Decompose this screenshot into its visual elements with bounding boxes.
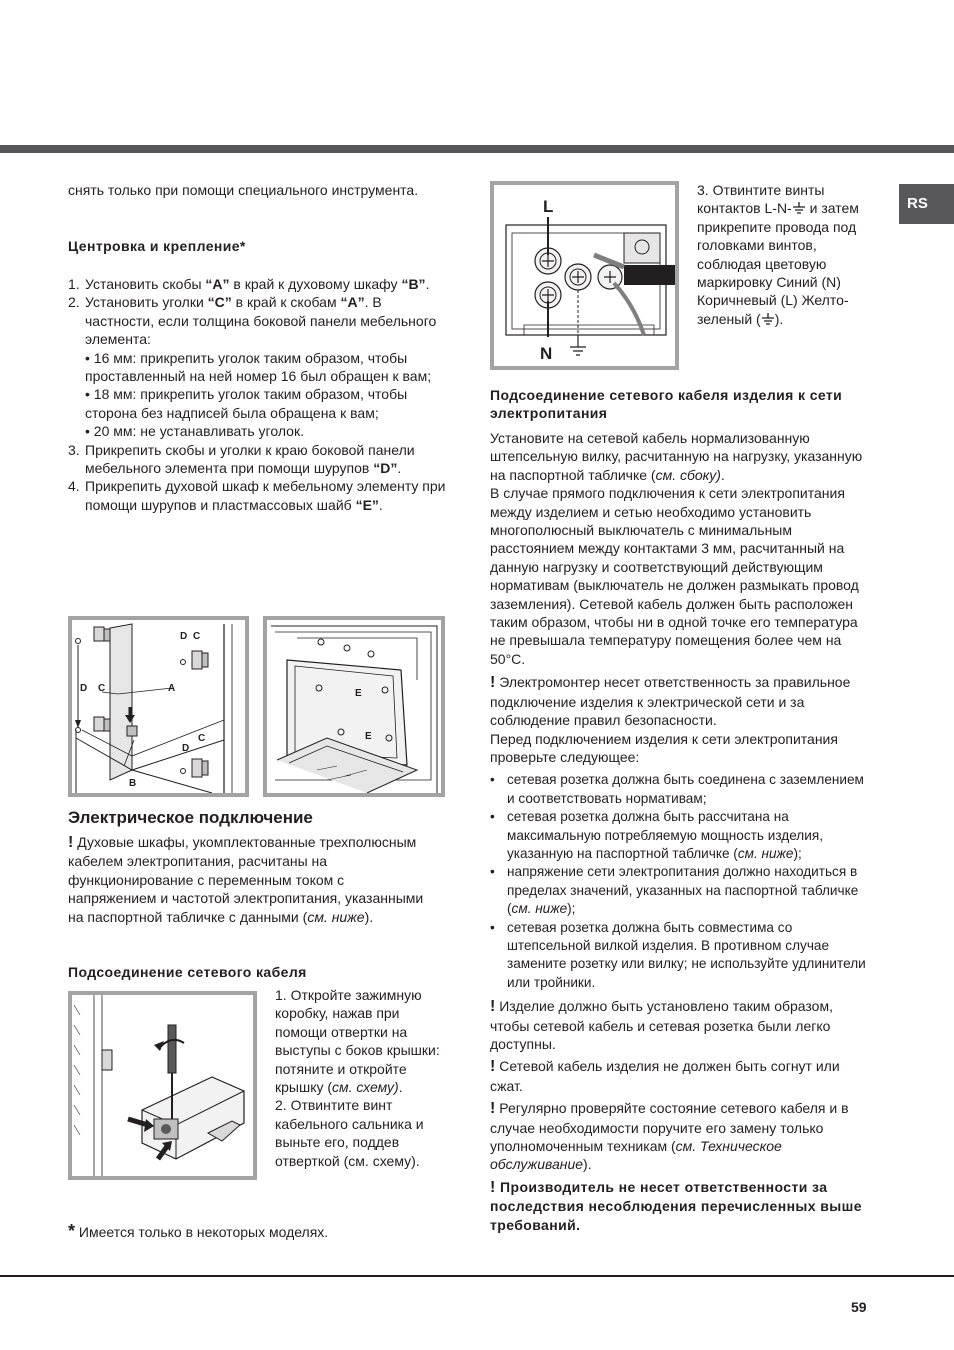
label-d-top: D xyxy=(180,631,188,642)
earth-icon xyxy=(761,313,775,325)
label-c-top: C xyxy=(193,631,201,642)
label-e-bottom: E xyxy=(365,731,372,742)
label-c-bottom: C xyxy=(198,733,206,744)
label-d-left: D xyxy=(80,683,88,694)
step-3: 3. Прикрепить скобы и уголки к краю боковой панели мебельного элемента при помощи шурупов “D”. xyxy=(68,441,415,477)
label-c-left: C xyxy=(98,683,106,694)
note-not-bent: ! Сетевой кабель изделия не должен быть согнут или сжат. xyxy=(490,1058,840,1094)
mains-paragraph-1: Установите на сетевой кабель нормализованную штепсельную вилку, расчитанную на нагрузку, указанную на паспортной табличке (см. сбоку). xyxy=(490,430,863,483)
language-tab: RS xyxy=(899,184,954,224)
bracket-mounting-drawing xyxy=(72,620,245,793)
footnote: * Имеется только в некоторых моделях. xyxy=(68,1221,329,1241)
intro-text: снять только при помощи специального инструмента. xyxy=(68,182,419,198)
bottom-rule xyxy=(0,1275,954,1277)
oven-fixing-drawing xyxy=(267,620,441,793)
mains-paragraph-3: ! Электромонтер несет ответственность за правильное подключение изделия к электрической сети и за соблюдение правил безопасности. xyxy=(490,674,851,729)
sub-point-18mm: • 18 мм: прикрепить уголок таким образом, чтобы сторона без надписей была обращена к вам; xyxy=(85,386,408,421)
terminal-box-figure xyxy=(68,991,257,1180)
note-liability: ! Производитель не несет ответственности за последствия несоблюдения перечисленных выше требований. xyxy=(490,1178,862,1233)
earth-icon xyxy=(792,202,806,214)
bracket-mounting-figure xyxy=(68,616,249,797)
cable-heading: Подсоединение сетевого кабеля xyxy=(68,964,307,980)
list-item: • сетевая розетка должна быть соединена с заземлением и соответствовать нормативам; xyxy=(490,771,870,808)
terminal-box-drawing xyxy=(72,995,253,1176)
label-d-bottom: D xyxy=(182,743,190,754)
wiring-step-3: 3. Отвинтите винты контактов L-N- и затем прикрепите провода под головками винтов, соблюдая цветовую маркировку Синий (N) Коричневый (L) Желто-зеленый ( ). xyxy=(697,182,859,327)
label-b: B xyxy=(129,778,137,789)
list-item: • сетевая розетка должна быть рассчитана на максимальную потребляемую мощность изделия, указанную на паспортной табличке (см. ниже); xyxy=(490,808,870,863)
cable-steps xyxy=(275,986,445,1170)
checklist xyxy=(490,771,870,992)
note-check-cable: ! Регулярно проверяйте состояние сетевого кабеля и в случае необходимости поручите его замену только уполномоченным техникам (см. Техническое обслуживание). xyxy=(490,1100,849,1173)
oven-fixing-figure xyxy=(263,616,445,797)
electric-text: ! Духовые шкафы, укомплектованные трехполюсным кабелем электропитания, расчитаны на функционирование с переменным током с напряжением и частотой электропитания, указанными на паспортной табличке с данными (см. ниже). xyxy=(68,834,424,925)
label-l: L xyxy=(543,197,554,216)
electric-heading: Электрическое подключение xyxy=(68,808,313,827)
centering-heading: Центровка и крепление* xyxy=(68,238,246,254)
label-n: N xyxy=(540,344,553,363)
step-1: 1. Установить скобы “A” в край к духовому шкафу “B”. xyxy=(68,276,430,292)
mains-heading: Подсоединение сетевого кабеля изделия к сети электропитания xyxy=(490,387,843,422)
centering-steps xyxy=(68,275,448,514)
sub-point-16mm: • 16 мм: прикрепить уголок таким образом, чтобы проставленный на ней номер 16 был обращен к вам; xyxy=(85,349,432,385)
cable-step-2: 2. Отвинтите винт кабельного сальника и выньте его, поддев отверткой (см. схему). xyxy=(275,1097,424,1169)
mains-body xyxy=(490,429,870,1234)
mains-paragraph-4: Перед подключением изделия к сети электропитания проверьте следующее: xyxy=(490,730,838,765)
label-a: A xyxy=(168,683,176,694)
note-accessible: ! Изделие должно быть установлено таким образом, чтобы сетевой кабель и сетевая розетка были легко доступны. xyxy=(490,998,833,1052)
list-item: • напряжение сети электропитания должно находиться в пределах значений, указанных на паспортной табличке (см. ниже); xyxy=(490,863,870,918)
step-2: 2. Установить уголки “C” в край к скобам “A”. В частности, если толщина боковой панели мебельного элемента: xyxy=(68,294,437,348)
cable-step-1: 1. Откройте зажимную коробку, нажав при помощи отвертки на выступы с боков крышки: потяните и откройте крышку (см. схему). xyxy=(275,987,440,1096)
wiring-diagram-figure xyxy=(490,181,679,370)
mains-paragraph-2: В случае прямого подключения к сети электропитания между изделием и сетью необходимо установить многополюсный выключатель с минимальным расстоянием между контактами 3 мм, расчитанный на данную нагрузку и соответствующий действующим нормативам (выключатель не должен размыкать провод заземления). Сетевой кабель должен быть расположен таким образом, чтобы ни в одной точке его температура не превышала температуру помещения более чем на 50°C. xyxy=(490,485,859,667)
list-item: • сетевая розетка должна быть совместима со штепсельной вилкой изделия. В противном случае замените розетку или вилку; не используйте удлинители или тройники. xyxy=(490,919,870,993)
top-bar xyxy=(0,145,954,153)
label-e-top: E xyxy=(355,688,362,699)
page-number: 59 xyxy=(851,1299,867,1315)
sub-point-20mm: • 20 мм: не устанавливать уголок. xyxy=(85,423,304,440)
step-4: 4. Прикрепить духовой шкаф к мебельному элементу при помощи шурупов и пластмассовых шайб “E”. xyxy=(68,478,446,513)
wiring-diagram-drawing xyxy=(494,185,675,366)
